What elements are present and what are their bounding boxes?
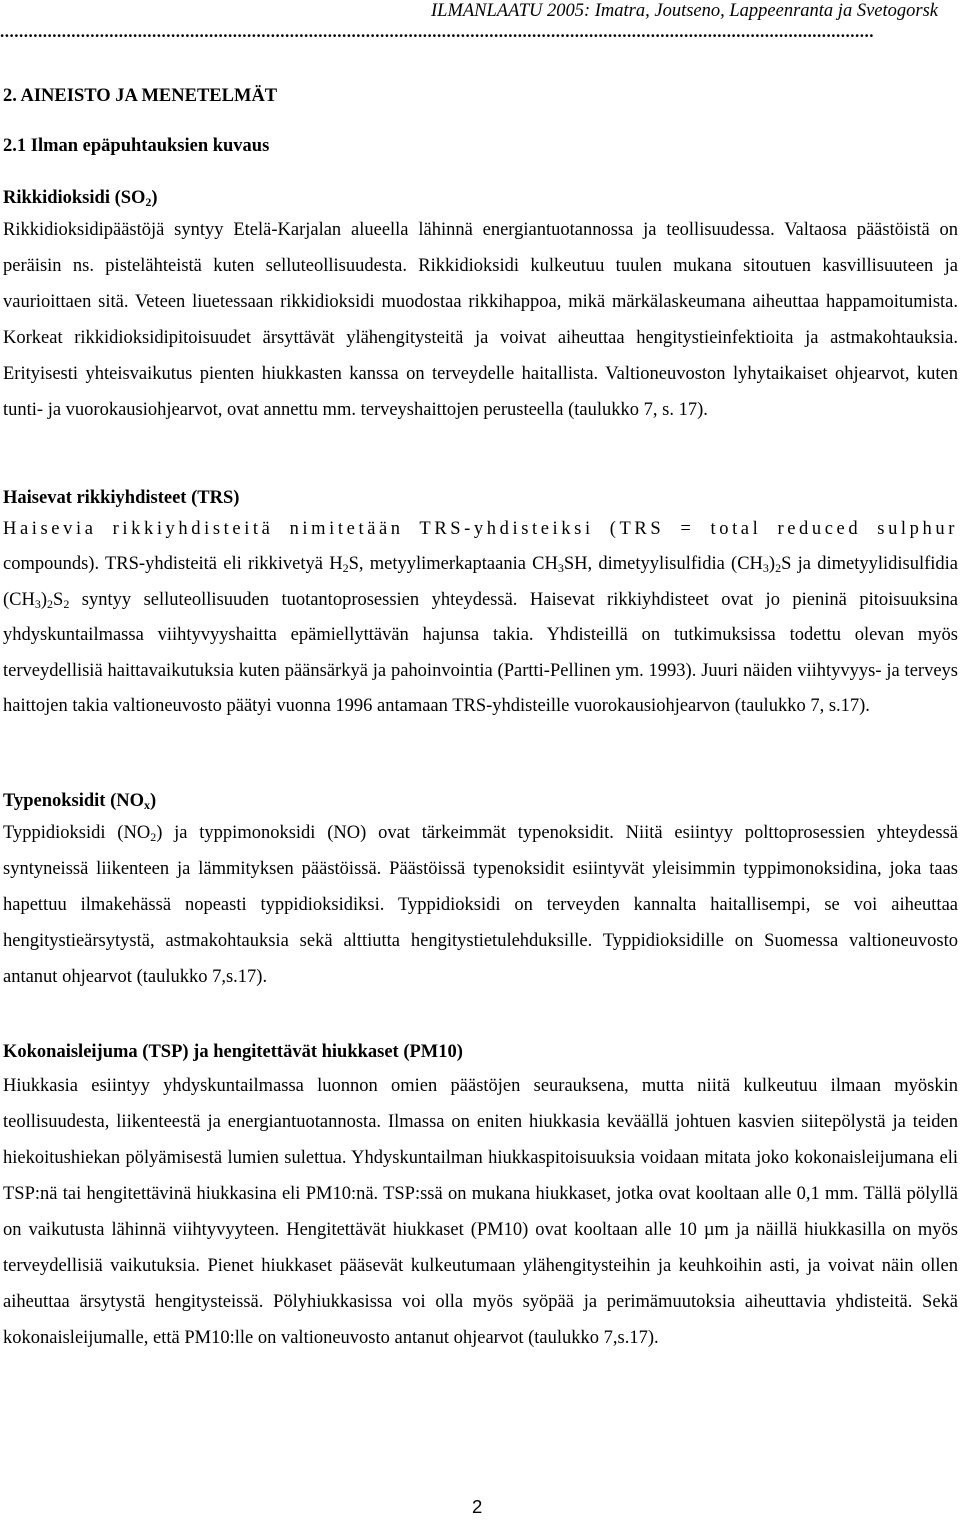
- nox-section: [3, 789, 958, 995]
- so2-section: [3, 186, 958, 428]
- section-heading: 2. AINEISTO JA MENETELMÄT: [3, 86, 278, 106]
- trs-heading: Haisevat rikkiyhdisteet (TRS): [3, 488, 240, 508]
- running-title: ILMANLAATU 2005: Imatra, Joutseno, Lappeenranta ja Svetogorsk: [431, 1, 938, 21]
- trs-intro-line: Haisevia rikkiyhdisteitä nimitetään TRS-yhdisteiksi (TRS = total reduced sulphur: [3, 519, 958, 539]
- subsection-heading: 2.1 Ilman epäpuhtauksien kuvaus: [3, 136, 270, 156]
- trs-section: [3, 486, 958, 725]
- pm-heading: Kokonaisleijuma (TSP) ja hengitettävät hiukkaset (PM10): [3, 1042, 463, 1062]
- nox-heading: Typenoksidit $(NO_x)$: [3, 791, 157, 812]
- page-number: 2: [472, 1496, 483, 1517]
- pm-section: [3, 1040, 958, 1356]
- so2-heading: Rikkidioksidi $(SO_2)$: [3, 188, 158, 209]
- trs-paragraph: Haisevia rikkiyhdisteitä nimitetään TRS-yhdisteiksi (TRS = total reduced sulphur compounds). TRS-yhdisteitä eli rikkivetyä $H_2S$, metyylimerkaptaania $CH_3SH$, dimetyylisulfidia $(CH_3)_2S$ ja dimetyylidisulfidia $(CH_3)_2S_2$ syntyy selluteollisuuden tuotantoprosessien yhteydessä. Haisevat rikkiyhdisteet ovat jo pieninä pitoisuuksina yhdyskuntailmassa viihtyvyyshaitta epämiellyttävän hajunsa takia. Yhdisteillä on tutkimuksissa todettu olevan myös terveydellisiä haittavaikutuksia kuten päänsärkyä ja pahoinvointia (Partti-Pellinen ym. 1993). Juuri näiden viihtyvyys- ja terveys haittojen takia valtioneuvosto päätyi vuonna 1996 antamaan TRS-yhdisteille vuorokausiohjearvon (taulukko 7, s.17).: [3, 512, 958, 725]
- nox-paragraph: Typpidioksidi $(NO_2)$ ja typpimonoksidi (NO) ovat tärkeimmät typenoksidit. Niitä esiintyy polttoprosessien yhteydessä syntyneissä liikenteen ja lämmityksen päästöissä. Päästöissä typenoksidit esiintyvät yleisimmin typpimonoksidina, joka taas hapettuu ilmakehässä nopeasti typpidioksidiksi. Typpidioksidi on terveyden kannalta haitallisempi, se voi aiheuttaa hengitystieärsytystä, astmakohtauksia sekä alttiutta hengitystietulehduksille. Typpidioksidille on Suomessa valtioneuvosto antanut ohjearvot (taulukko 7,s.17).: [3, 823, 958, 987]
- header-dotted-rule: ........................................................................................................................................................................................: [0, 22, 874, 41]
- so2-paragraph: Rikkidioksidipäästöjä syntyy Etelä-Karjalan alueella lähinnä energiantuotannossa ja teollisuudessa. Valtaosa päästöistä on peräisin ns. pistelähteistä kuten selluteollisuudesta. Rikkidioksidi kulkeutuu tuulen mukana sitoutuen kasvillisuuteen ja vaurioittaen sitä. Veteen liuetessaan rikkidioksidi muodostaa rikkihappoa, mikä märkälaskeumana aiheuttaa happamoitumista. Korkeat rikkidioksidipitoisuudet ärsyttävät ylähengitysteitä ja voivat aiheuttaa hengitystieinfektioita ja astmakohtauksia. Erityisesti yhteisvaikutus pienten hiukkasten kanssa on terveydelle haitallista. Valtioneuvoston lyhytaikaiset ohjearvot, kuten tunti- ja vuorokausiohjearvot, ovat annettu mm. terveyshaittojen perusteella (taulukko 7, s. 17).: [3, 220, 958, 420]
- pm-paragraph: Hiukkasia esiintyy yhdyskuntailmassa luonnon omien päästöjen seurauksena, mutta niitä kulkeutuu ilmaan myöskin teollisuudesta, liikenteestä ja energiantuotannosta. Ilmassa on eniten hiukkasia keväällä johtuen kasvien siitepölystä ja teiden hiekoitushiekan pölyämisestä lumien sulettua. Yhdyskuntailman hiukkaspitoisuuksia voidaan mitata joko kokonaisleijumana eli TSP:nä tai hengitettävinä hiukkasina eli PM10:nä. TSP:ssä on mukana hiukkaset, jotka ovat kooltaan alle 0,1 mm. Tällä pölyllä on vaikutusta lähinnä viihtyvyyteen. Hengitettävät hiukkaset (PM10) ovat kooltaan alle 10 µm ja näillä hiukkasilla on myös terveydellisiä vaikutuksia. Pienet hiukkaset pääsevät kulkeutumaan ylähengitysteihin ja keuhkoihin asti, ja voivat näin ollen aiheuttaa ärsytystä hengitysteissä. Pölyhiukkasissa voi olla myös syöpää ja perimämuutoksia aiheuttavia yhdisteitä. Sekä kokonaisleijumalle, että PM10:lle on valtioneuvosto antanut ohjearvot (taulukko 7,s.17).: [3, 1076, 958, 1348]
